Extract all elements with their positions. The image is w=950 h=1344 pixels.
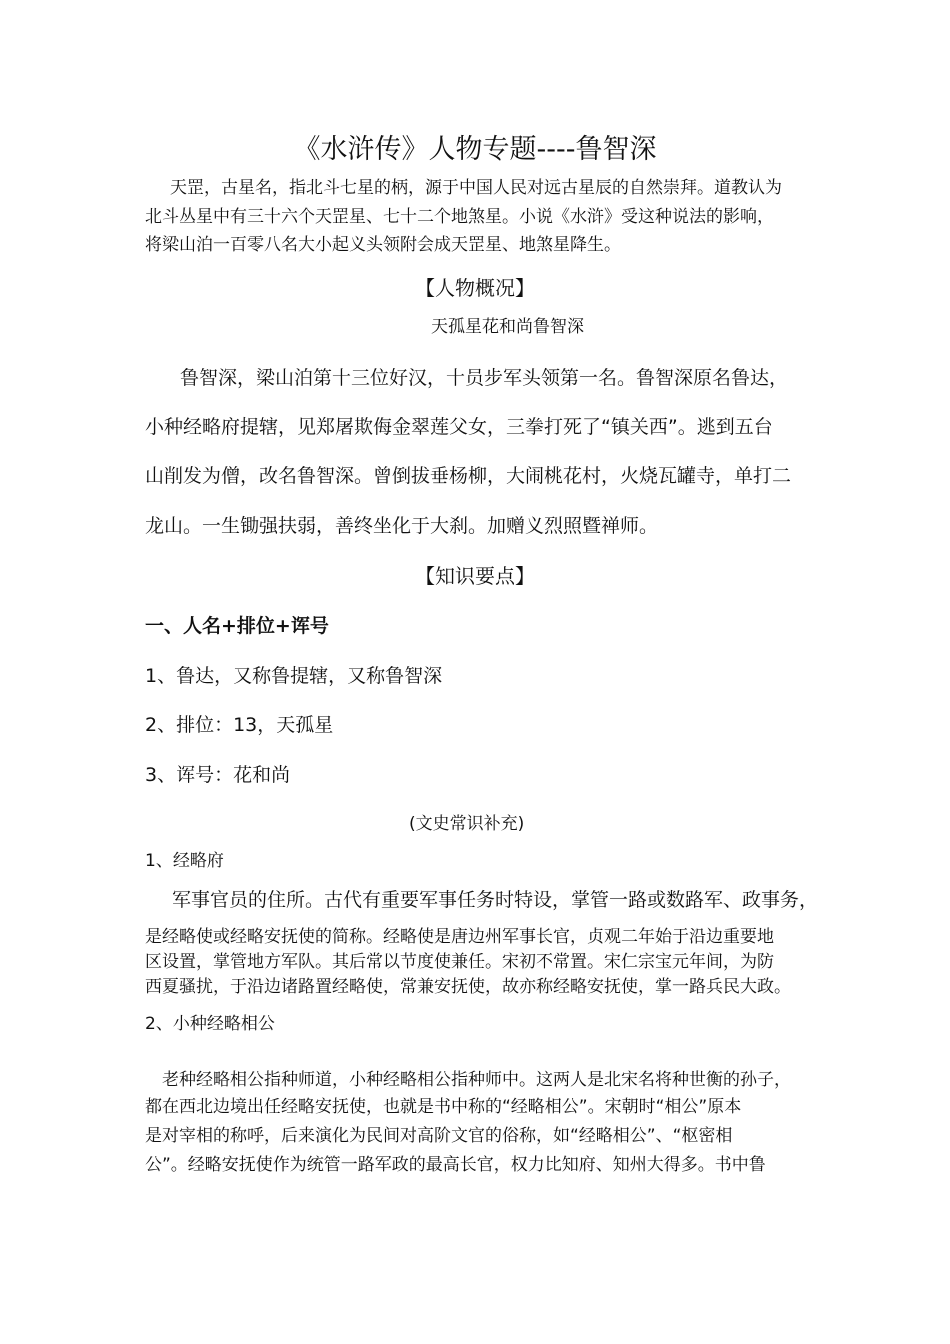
overview-line-4: 龙山。一生锄强扶弱，善终坐化于大刹。加赠义烈照暨禅师。: [145, 515, 659, 537]
supp2-line-3: 是对宰相的称呼，后来演化为民间对高阶文官的俗称，如“经略相公”、“枢密相: [145, 1126, 733, 1146]
overview-line-1: 鲁智深，梁山泊第十三位好汉，十员步军头领第一名。鲁智深原名鲁达，: [180, 367, 789, 389]
supp2-line-1: 老种经略相公指种师道，小种经略相公指种师中。这两人是北宋名将种世衡的孙子，: [162, 1070, 791, 1090]
supplement-heading: (文史常识补充): [409, 814, 525, 834]
supp2-title: 2、小种经略相公: [145, 1014, 275, 1034]
section1-item-3: 3、诨号：花和尚: [145, 764, 291, 786]
supp1-line-2: 是经略使或经略安抚使的简称。经略使是唐边州军事长官，贞观二年始于沿边重要地: [145, 927, 774, 947]
section1-item-2: 2、排位：13，天孤星: [145, 714, 334, 736]
overview-subtitle: 天孤星花和尚鲁智深: [431, 317, 584, 337]
page-title: 《水浒传》人物专题----鲁智深: [293, 134, 657, 165]
knowledge-heading: 【知识要点】: [415, 564, 535, 588]
section1-item-1: 1、鲁达，又称鲁提辖，又称鲁智深: [145, 665, 443, 687]
overview-line-2: 小种经略府提辖，见郑屠欺侮金翠莲父女，三拳打死了“镇关西”。逃到五台: [145, 416, 773, 438]
intro-line-2: 北斗丛星中有三十六个天罡星、七十二个地煞星。小说《水浒》受这种说法的影响，: [145, 207, 774, 227]
supp1-line-4: 西夏骚扰，于沿边诸路置经略使，常兼安抚使，故亦称经略安抚使，掌一路兵民大政。: [145, 977, 791, 997]
intro-line-3: 将梁山泊一百零八名大小起义头领附会成天罡星、地煞星降生。: [145, 235, 621, 255]
supp1-title: 1、经略府: [145, 851, 224, 871]
supp2-line-2: 都在西北边境出任经略安抚使，也就是书中称的“经略相公”。宋朝时“相公”原本: [145, 1097, 742, 1117]
overview-heading: 【人物概况】: [415, 276, 535, 300]
supp1-line-1: 军事官员的住所。古代有重要军事任务时特设，掌管一路或数路军、政事务，: [172, 889, 819, 911]
supp1-line-3: 区设置，掌管地方军队。其后常以节度使兼任。宋初不常置。宋仁宗宝元年间，为防: [145, 952, 774, 972]
section1-heading: 一、人名+排位+诨号: [145, 615, 329, 637]
intro-line-1: 天罡，古星名，指北斗七星的柄，源于中国人民对远古星辰的自然崇拜。道教认为: [170, 178, 782, 198]
overview-line-3: 山削发为僧，改名鲁智深。曾倒拔垂杨柳，大闹桃花村，火烧瓦罐寺，单打二: [145, 465, 792, 487]
supp2-line-4: 公”。经略安抚使作为统管一路军政的最高长官，权力比知府、知州大得多。书中鲁: [145, 1155, 766, 1175]
